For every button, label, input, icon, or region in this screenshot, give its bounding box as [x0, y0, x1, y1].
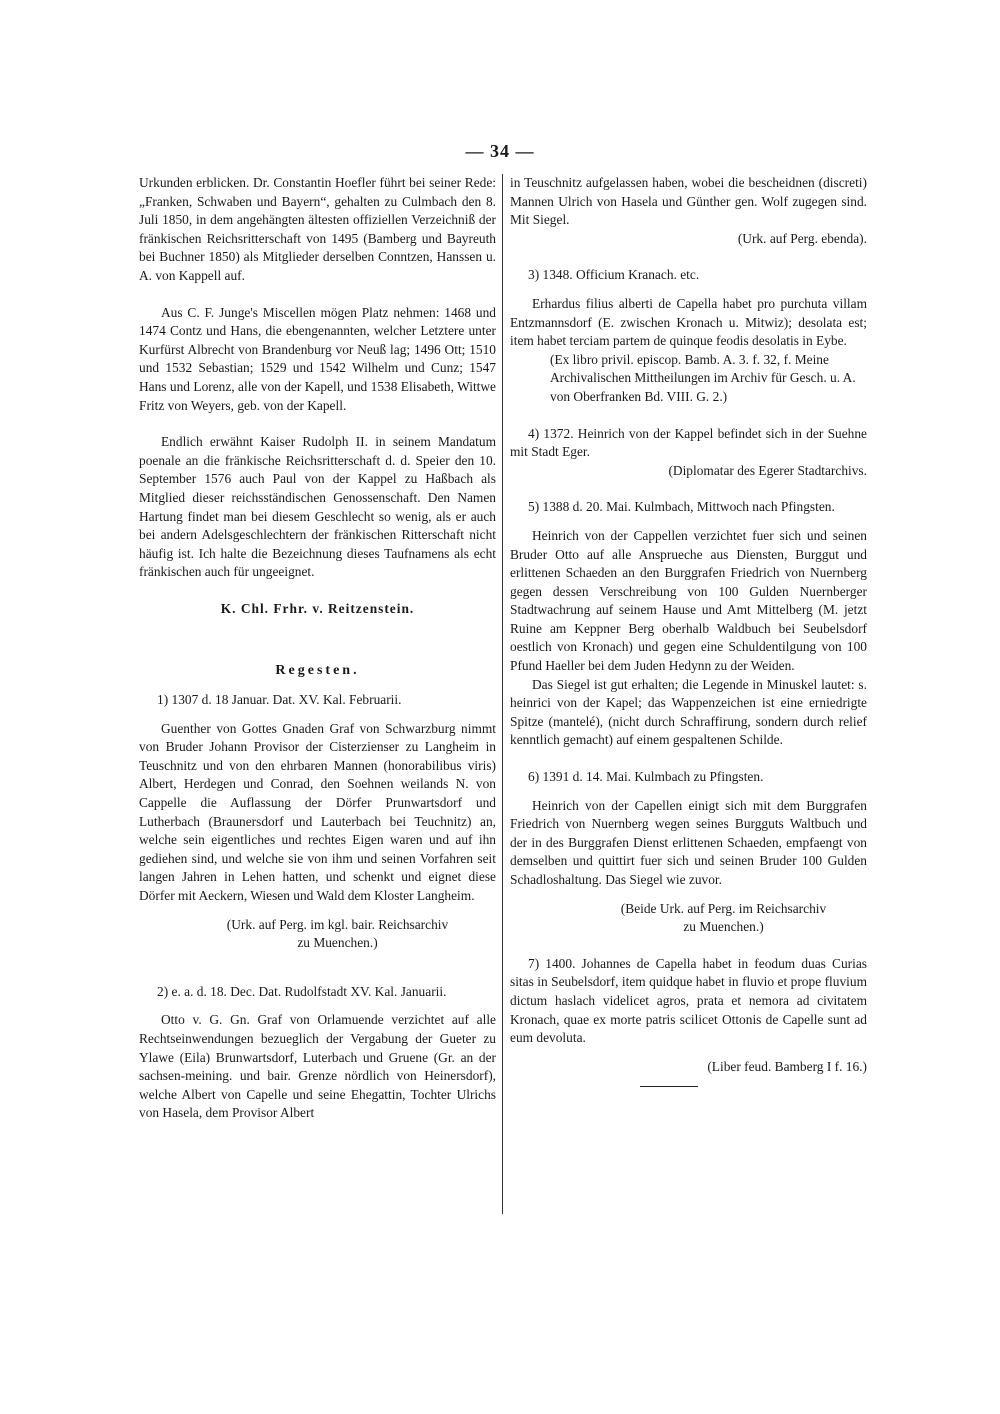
regest-2-text: Otto v. G. Gn. Graf von Orlamuende verzichtet auf alle Rechtseinwendungen bezueglich der Vergabung der Gueter zu Ylawe (Eila) Brunwartsdorf, Luterbach und Gruene (Gr. an der sachsen-meining. und bair. Grenze nördlich von Heinersdorf), welche Albert von Capelle und seine Ehegattin, Tochter Ulrichs von Hasela, dem Provisor Albert [139, 1012, 496, 1121]
regest-7-source: (Liber feud. Bamberg I f. 16.) [707, 1058, 867, 1074]
paragraph-hoefler: Urkunden erblicken. Dr. Constantin Hoefler führt bei seiner Rede: „Franken, Schwaben und Bayern“, gehalten zu Culmbach den 8. Juli 1850, in dem angehängten ältesten offiziellen Verzeichniß der fränkischen Reichsritterschaft von 1495 (Bamberg und Bayreuth bei Buchner 1850) als Mitglieder derselben Conntzen, Hanssen u. A. von Kappell auf. [139, 175, 496, 283]
paragraph-rudolph: Endlich erwähnt Kaiser Rudolph II. in seinem Mandatum poenale an die fränkische Reichsritterschaft d. d. Speier den 10. September 1576 auch Paul von der Kappel zu Haßbach als Mitglied dieser reichsständischen Genossenschaft. Den Namen Hartung findet man bei diesem Geschlecht so wenig, als er auch bei andern Adelsgeschlechtern der fränkischen Ritterschaft nicht häufig ist. Ich halte die Bezeichnung dieses Taufnamens als echt fränkischen auch für ungeeignet. [139, 434, 496, 580]
regest-3-source: (Ex libro privil. episcop. Bamb. A. 3. f. 32, f. Meine Archivalischen Mittheilungen im Archiv für Gesch. u. A. von Oberfranken Bd. VIII. G. 2.) [550, 351, 856, 404]
regest-6-text: Heinrich von der Capellen einigt sich mit dem Burggrafen Friedrich von Nuernberg wegen seines Burgguts Waltbuch und der in des Burggrafen Dienst erlittenen Schaeden, empfaengt von demselben und quittirt fuer sich und seinen Bruder 100 Gulden Schadloshaltung. Das Siegel wie zuvor. [510, 797, 867, 887]
regest-1-heading: 1) 1307 d. 18 Januar. Dat. XV. Kal. Februarii. [157, 692, 402, 708]
regest-2-heading: 2) e. a. d. 18. Dec. Dat. Rudolfstadt XV. Kal. Januarii. [157, 983, 447, 999]
regest-6-source-line1: (Beide Urk. auf Perg. im Reichsarchiv [620, 900, 827, 916]
right-column [510, 174, 867, 1087]
regest-1-source-line2: zu Muenchen.) [297, 935, 378, 951]
paragraph-junge: Aus C. F. Junge's Miscellen mögen Platz nehmen: 1468 und 1474 Contz und Hans, die ebengenannten, welcher Letztere unter Kurfürst Albrecht von Brandenburg vor Neuß lag; 1496 Ott; 1510 und 1532 Sebastian; 1529 und 1542 Wilhelm und Cunz; 1547 Hans und Lorenz, alle von der Kapell, und 1538 Elisabeth, Wittwe Fritz von Weyers, geb. von der Kapell. [139, 304, 496, 413]
regest-2-continuation: in Teuschnitz aufgelassen haben, wobei die bescheidnen (discreti) Mannen Ulrich von Hasela und Günther gen. Wolf zugegen sind. Mit Siegel. [510, 175, 867, 228]
section-heading-regesten: Regesten. [275, 663, 360, 679]
regest-5-seal-text: Das Siegel ist gut erhalten; die Legende in Minuskel lautet: s. heinrici von der Kapel; das Wappenzeichen ist eine erniedrigte Spitze (mantelé), (nicht durch Schraffirung, sondern durch relief kenntlich gemacht) auf einem gespaltenen Schilde. [510, 676, 867, 748]
regest-5-heading: 5) 1388 d. 20. Mai. Kulmbach, Mittwoch nach Pfingsten. [528, 499, 835, 515]
column-divider [502, 174, 503, 1214]
left-column [139, 174, 496, 1123]
regest-3-text: Erhardus filius alberti de Capella habet pro purchuta villam Entzmannsdorf (E. zwischen Kronach u. Mitwiz); desolata est; item habet terciam partem de quinque feodis desolatis in Eybe. [510, 295, 867, 349]
regest-6-heading: 6) 1391 d. 14. Mai. Kulmbach zu Pfingsten. [528, 769, 764, 785]
page-number: — 34 — [465, 141, 535, 161]
regest-2-source: (Urk. auf Perg. ebenda). [737, 230, 867, 246]
regest-1-source-line1: (Urk. auf Perg. im kgl. bair. Reichsarchiv [226, 916, 449, 932]
author-signature: K. Chl. Frhr. v. Reitzenstein. [220, 600, 415, 616]
regest-4-source: (Diplomatar des Egerer Stadtarchivs. [668, 462, 867, 478]
regest-5-text: Heinrich von der Cappellen verzichtet fuer sich und seinen Bruder Otto auf alle Ansprueche aus Diensten, Burggut und erlittenen Schaeden an den Burggrafen Friedrich von Nuernberg gegen dessen Verschreibung von 100 Gulden Nuernberger Stadtwachrung auf seinem Hause und Amt Mittelberg (M. jetzt Ruine am Keppner Berg oberhalb Waldbuch bei Seubelsdorf oestlich von Kronach) und gegen eine Schuldentilgung von 100 Pfund Haeller bei dem Juden Hedynn zu der Weiden. [510, 527, 867, 674]
regest-6-source-line2: zu Muenchen.) [683, 919, 764, 935]
regest-7-text: 7) 1400. Johannes de Capella habet in feodum duas Curias sitas in Seubelsdorf, item quidque habet in fluvio et prope fluvium dictum haslach videlicet agros, prata et nemora ad civitatem Kronach, quae ex morte patris scilicet Ottonis de Capelle sunt ad eum devoluta. [510, 955, 867, 1046]
regest-1-text: Guenther von Gottes Gnaden Graf von Schwarzburg nimmt von Bruder Johann Provisor der Cisterzienser zu Langheim in Teuschnitz und von den ehrbaren Mannen (honorabilibus viris) Albert, Herdegen und Conrad, den Soehnen weilands N. von Cappelle die Auflassung der Dörfer Prunwartsdorf und Lutherbach (Braunersdorf und Lauterbach bei Teuchnitz) an, welche sein eigentliches und rechtes Eigen waren und auf ihn gediehen sind, und welche sie von ihm und seinen Vorfahren seit langen Jahren in Lehen hatten, und schenkt und eignet diese Dörfer mit Aeckern, Wiesen und Wald dem Kloster Langheim. [139, 720, 496, 903]
regest-4-text: 4) 1372. Heinrich von der Kappel befindet sich in der Suehne mit Stadt Eger. [510, 425, 867, 460]
end-rule [640, 1086, 698, 1087]
regest-3-heading: 3) 1348. Officium Kranach. etc. [528, 267, 700, 283]
